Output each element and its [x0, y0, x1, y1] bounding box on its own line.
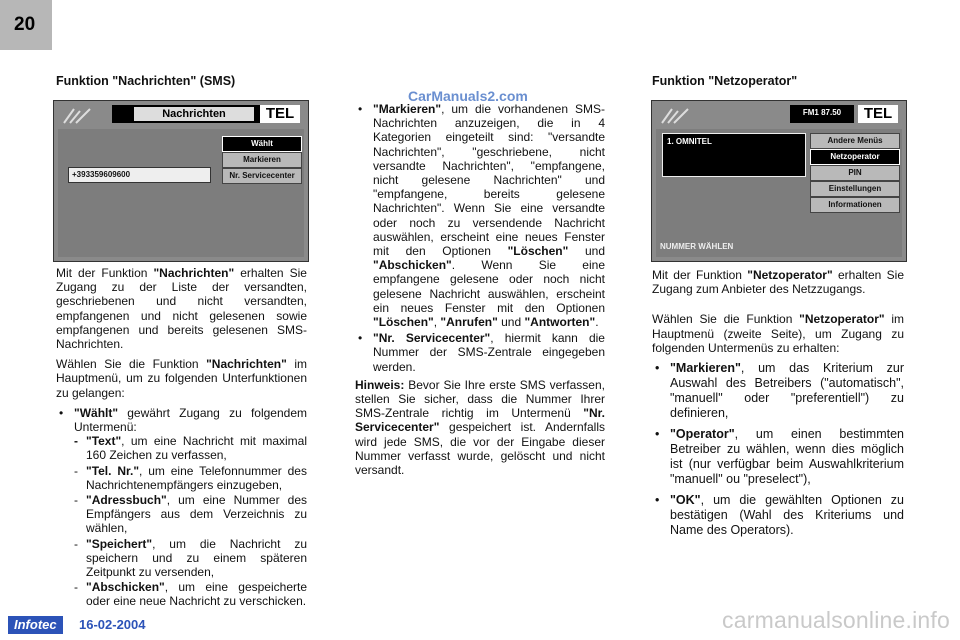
submenu-list — [74, 434, 307, 608]
operator-list[interactable] — [662, 133, 806, 177]
servicecenter-button[interactable]: Nr. Servicecenter — [222, 168, 302, 184]
number-field[interactable]: +393359609600 — [68, 167, 211, 183]
left-column-text — [56, 266, 307, 611]
watermark-bottom: carmanualsonline.info — [722, 607, 950, 633]
submenu-item: - "Text", um eine Nachricht mit maximal 160 Zeichen zu verfassen, — [74, 434, 307, 462]
radio-frequency: FM1 87.50 — [802, 108, 842, 117]
screen-title: Nachrichten — [134, 107, 254, 121]
middle-bullets — [355, 102, 605, 374]
middle-column-text — [355, 102, 605, 483]
infotec-logo: Infotec — [8, 616, 63, 634]
submenu-item: - "Abschicken", um eine gespeicherte oder eine neue Nachricht zu verschicken. — [74, 580, 307, 608]
bullet-ok: • "OK", um die gewählten Optionen zu bestätigen (Wahl des Kriteriums und Name des Operators). — [652, 493, 904, 538]
page-number-box — [0, 0, 52, 50]
left-intro: Mit der Funktion "Nachrichten" erhalten Sie Zugang zu der Liste der versandten, geschriebenen und nicht versandten, empfangenen und nicht gelesenen sowie empfangenen und bereits gelesenen SMS-Nachrichten. — [56, 266, 307, 352]
markieren-button[interactable]: Markieren — [222, 152, 302, 168]
andere-menues-button[interactable]: Andere Menüs — [810, 133, 900, 149]
footer-date: 16-02-2004 — [79, 617, 146, 632]
tel-label: TEL — [858, 105, 898, 123]
watermark-top: CarManuals2.com — [408, 88, 528, 104]
right-bullets — [652, 361, 904, 538]
bullet-markieren: • "Markieren", um das Kriterium zur Auswahl des Betreibers ("automatisch", "manuell" oder "preferentiell") zu definieren, — [652, 361, 904, 421]
dial-number-label[interactable]: NUMMER WÄHLEN — [660, 242, 734, 251]
left-choose: Wählen Sie die Funktion "Nachrichten" im Hauptmenü, um zu folgenden Unterfunktionen zu gelangen: — [56, 357, 307, 400]
netzoperator-button[interactable]: Netzoperator — [810, 149, 900, 165]
submenu-item: - "Tel. Nr.", um eine Telefonnummer des Nachrichtenempfängers einzugeben, — [74, 464, 307, 492]
bullet-waehlt: • "Wählt" gewährt Zugang zu folgendem Untermenü: - "Text", um eine Nachricht mit maximal 160 Zeichen zu verfassen, - "Tel. Nr.", um eine Telefonnummer des Nachrichtenempfängers einzugeben, - "Adressbuch", um eine Nummer des Empfängers aus dem Verzeichnis zu wählen, - "Speichert", um die Nachricht zu speichern und zu einem späteren Zeitpunkt zu versenden, - "Abschicken", um eine gespeicherte oder eine neue Nachricht zu verschicken. — [56, 406, 307, 609]
operator-screen — [651, 100, 907, 262]
sms-screen — [53, 100, 309, 262]
phone-antenna-icon — [658, 105, 698, 127]
bullet-servicecenter: • "Nr. Servicecenter", hiermit kann die Nummer der SMS-Zentrale eingegeben werden. — [355, 331, 605, 374]
tel-label: TEL — [260, 105, 300, 123]
submenu-item: - "Speichert", um die Nachricht zu speichern und zu einem späteren Zeitpunkt zu versenden, — [74, 537, 307, 580]
left-heading: Funktion "Nachrichten" (SMS) — [56, 74, 236, 88]
hint-paragraph: Hinweis: Bevor Sie Ihre erste SMS verfassen, stellen Sie sicher, dass die Nummer Ihrer SMS-Zentrale richtig im Untermenü "Nr. Servicecenter" gespeichert ist. Andernfalls wird jede SMS, die vor der Eingabe dieser Nummer verfasst wurde, gelöscht und nicht versandt. — [355, 377, 605, 478]
right-column-text — [652, 268, 904, 540]
informationen-button[interactable]: Informationen — [810, 197, 900, 213]
left-bullets — [56, 406, 307, 609]
operator-name: 1. OMNITEL — [667, 137, 712, 146]
einstellungen-button[interactable]: Einstellungen — [810, 181, 900, 197]
bullet-markieren: • "Markieren", um die vorhandenen SMS-Nachrichten anzuzeigen, die in 4 Kategorien eingeteilt sind: "versandte Nachrichten", "geschriebene, nicht versandte Nachrichten", "empfangene, nicht gelesene Nachrichten" und "empfangene, bereits gelesene Nachrichten". Wenn Sie eine versandte oder noch zu versendende Nachricht auswählen, erscheint eine neues Fenster mit den Optionen "Löschen" und "Abschicken". Wenn Sie eine empfangene gelesene oder noch nicht gelesene Nachricht auswählen, erscheint ein neues Fenster mit den Optionen "Löschen", "Anrufen" und "Antworten". — [355, 102, 605, 329]
right-heading: Funktion "Netzoperator" — [652, 74, 798, 88]
submenu-item: - "Adressbuch", um eine Nummer des Empfängers aus dem Verzeichnis zu wählen, — [74, 493, 307, 536]
right-choose: Wählen Sie die Funktion "Netzoperator" im Hauptmenü (zweite Seite), um Zugang zu folgenden Untermenüs zu erhalten: — [652, 312, 904, 355]
phone-antenna-icon — [60, 105, 100, 127]
bullet-operator: • "Operator", um einen bestimmten Betreiber zu wählen, wenn dies möglich ist (nur verfügbar beim Auswahlkriterium "manuell" ou "preselect"), — [652, 427, 904, 487]
right-intro: Mit der Funktion "Netzoperator" erhalten Sie Zugang zum Anbieter des Netzzugangs. — [652, 268, 904, 297]
page-number: 20 — [14, 14, 36, 35]
pin-button[interactable]: PIN — [810, 165, 900, 181]
waehlt-button[interactable]: Wählt — [222, 136, 302, 152]
